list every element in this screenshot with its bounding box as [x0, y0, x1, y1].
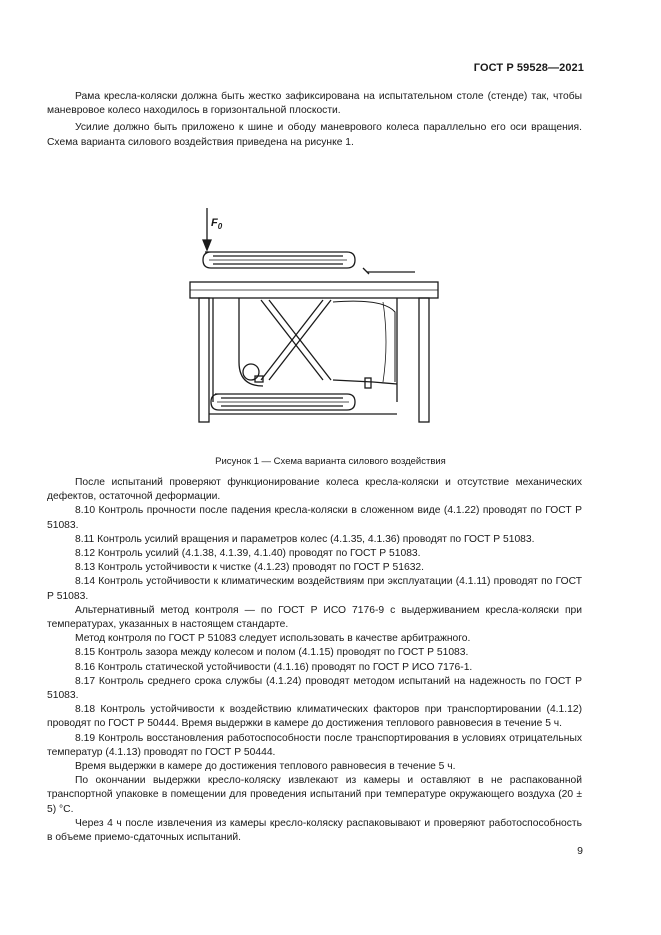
- standard-header: ГОСТ Р 59528—2021: [473, 62, 584, 74]
- table-leg-right: [419, 298, 429, 422]
- figure-1: [183, 202, 443, 442]
- body-paragraph: Через 4 ч после извлечения из камеры кресло-коляску распаковывают и проверяют работоспособность в объеме приемо-сдаточных испытаний.: [47, 817, 582, 844]
- upper-rail-joint: [363, 268, 369, 274]
- force-label: $F_0$: [211, 217, 223, 231]
- body-paragraph: Время выдержки в камере до достижения теплового равновесия в течение 5 ч.: [75, 761, 456, 773]
- force-arrow-head: [203, 240, 211, 250]
- body-section: [47, 476, 582, 845]
- figure-caption: Рисунок 1 — Схема варианта силового воздействия: [215, 456, 446, 467]
- intro-paragraph-1: Рама кресла-коляски должна быть жестко зафиксирована на испытательном столе (стенде) так, чтобы маневровое колесо находилось в горизонтальной плоскости.: [47, 91, 582, 117]
- body-paragraph: 8.12 Контроль усилий (4.1.38, 4.1.39, 4.1.40) проводят по ГОСТ Р 51083.: [75, 548, 421, 560]
- body-paragraph: 8.16 Контроль статической устойчивости (4.1.16) проводят по ГОСТ Р ИСО 7176-1.: [75, 661, 473, 673]
- body-paragraph: 8.13 Контроль устойчивости к чистке (4.1.23) проводят по ГОСТ Р 51632.: [75, 562, 425, 574]
- body-paragraph: По окончании выдержки кресло-коляску извлекают из камеры и оставляют в не распакованной транспортной упаковке в помещении для проведения испытаний при температуре окружающего воздуха (20 ± 5) °С.: [47, 775, 582, 815]
- body-paragraph: 8.10 Контроль прочности после падения кресла-коляски в сложенном виде (4.1.22) проводят по ГОСТ Р 51083.: [47, 505, 582, 531]
- intro-paragraph-2: Усилие должно быть приложено к шине и ободу маневрового колеса параллельно его оси вращения. Схема варианта силового воздействия приведена на рисунке 1.: [47, 122, 582, 148]
- table-leg-left: [199, 298, 209, 422]
- intro-section: [47, 90, 582, 153]
- wheelchair-test-diagram: [183, 202, 443, 442]
- page-number: 9: [577, 845, 583, 857]
- lower-bar-joint: [365, 378, 371, 388]
- body-paragraph: 8.11 Контроль усилий вращения и параметров колес (4.1.35, 4.1.36) проводят по ГОСТ Р 51083.: [75, 533, 535, 545]
- caster-wheel: [243, 364, 259, 380]
- body-paragraph: 8.18 Контроль устойчивости к воздействию климатических факторов при транспортировании (4.1.12) проводят по ГОСТ Р 50444. Время выдержки в камере до достижения теплового равновесия в течение 5 ч.: [47, 704, 582, 730]
- body-paragraph: 8.19 Контроль восстановления работоспособности после транспортирования в условиях отрицательных температур (4.1.13) проводят по ГОСТ Р 50444.: [47, 732, 582, 758]
- body-paragraph: 8.15 Контроль зазора между колесом и полом (4.1.15) проводят по ГОСТ Р 51083.: [75, 647, 469, 659]
- body-paragraph: Метод контроля по ГОСТ Р 51083 следует использовать в качестве арбитражного.: [75, 633, 471, 645]
- backrest-curve: [383, 302, 386, 382]
- body-paragraph: 8.17 Контроль среднего срока службы (4.1.24) проводят методом испытаний на надежность по ГОСТ Р 51083.: [47, 675, 582, 702]
- body-paragraph: 8.14 Контроль устойчивости к климатическим воздействиям при эксплуатации (4.1.11) проводят по ГОСТ Р 51083.: [47, 576, 582, 602]
- body-paragraph: Альтернативный метод контроля — по ГОСТ Р ИСО 7176-9 с выдерживанием кресла-коляски при температурах, указанных в настоящем стандарте.: [47, 604, 582, 631]
- body-paragraph: После испытаний проверяют функционирование колеса кресла-коляски и отсутствие механических дефектов, остаточной деформации.: [47, 477, 582, 503]
